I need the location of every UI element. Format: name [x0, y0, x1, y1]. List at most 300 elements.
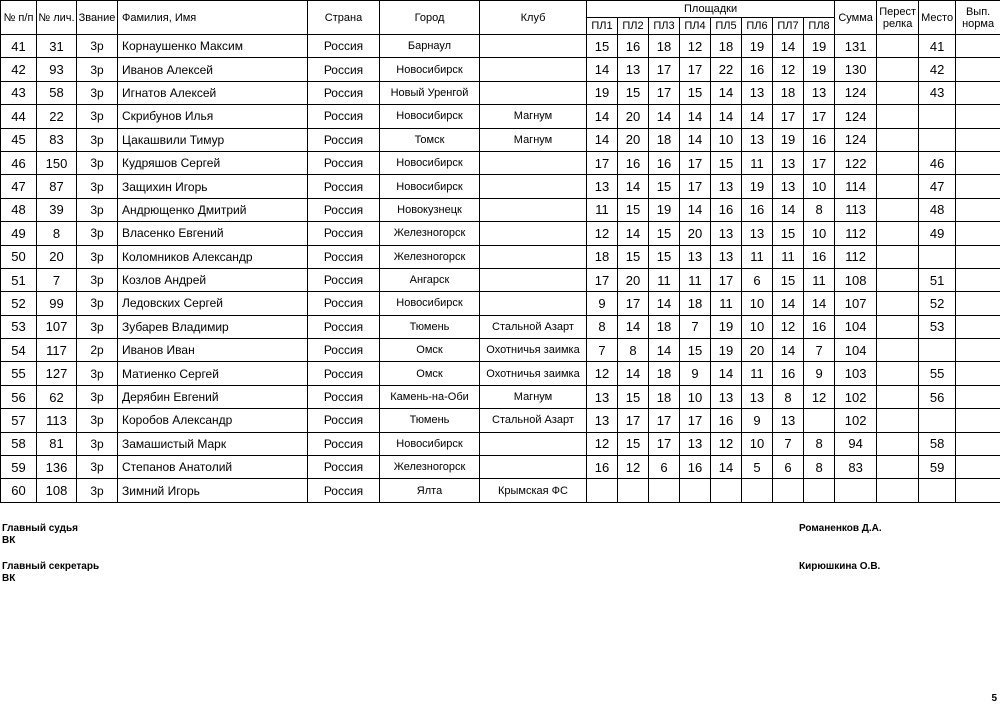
row-num: 42: [1, 58, 37, 81]
chief-secretary-name: Кирюшкина О.В.: [799, 561, 881, 572]
row-club: [480, 456, 587, 479]
row-pl4: 13: [680, 245, 711, 268]
table-row: [1, 222, 1000, 245]
chief-judge-block: [2, 523, 78, 547]
row-license: 62: [37, 385, 77, 408]
row-country: Россия: [308, 105, 380, 128]
row-pl1: 12: [587, 362, 618, 385]
row-pl1: 7: [587, 339, 618, 362]
row-name: Власенко Евгений: [118, 222, 308, 245]
header-norm: Вып. норма: [956, 1, 1000, 35]
row-num: 53: [1, 315, 37, 338]
header-city: Город: [380, 1, 480, 35]
table-row: [1, 339, 1000, 362]
header-sum: Сумма: [835, 1, 877, 35]
row-pl3: 17: [649, 432, 680, 455]
row-license: 117: [37, 339, 77, 362]
row-pl4: 11: [680, 268, 711, 291]
row-place: 55: [919, 362, 956, 385]
row-place: 47: [919, 175, 956, 198]
row-norm: [956, 268, 1000, 291]
row-pl6: 11: [742, 151, 773, 174]
row-pl7: 17: [773, 105, 804, 128]
row-pl3: [649, 479, 680, 502]
row-rank: 3р: [77, 128, 118, 151]
row-shootoff: [877, 292, 919, 315]
chief-judge-title: Главный судья: [2, 523, 78, 534]
row-pl8: 7: [804, 339, 835, 362]
row-club: [480, 268, 587, 291]
row-pl8: 9: [804, 362, 835, 385]
row-pl6: 16: [742, 58, 773, 81]
row-pl7: 13: [773, 175, 804, 198]
row-shootoff: [877, 409, 919, 432]
row-country: Россия: [308, 198, 380, 221]
row-pl4: 16: [680, 456, 711, 479]
row-num: 54: [1, 339, 37, 362]
header-pl4: ПЛ4: [680, 18, 711, 35]
row-rank: 3р: [77, 362, 118, 385]
row-city: Томск: [380, 128, 480, 151]
row-country: Россия: [308, 432, 380, 455]
row-pl5: 18: [711, 35, 742, 58]
row-place: 59: [919, 456, 956, 479]
header-pl7: ПЛ7: [773, 18, 804, 35]
row-shootoff: [877, 479, 919, 502]
header-num: № п/п: [1, 1, 37, 35]
row-pl4: 15: [680, 339, 711, 362]
row-club: Стальной Азарт: [480, 315, 587, 338]
row-pl6: 9: [742, 409, 773, 432]
row-norm: [956, 151, 1000, 174]
row-pl1: 14: [587, 128, 618, 151]
row-license: 39: [37, 198, 77, 221]
row-pl5: 16: [711, 409, 742, 432]
row-rank: 3р: [77, 222, 118, 245]
row-pl2: 20: [618, 268, 649, 291]
row-pl6: 19: [742, 175, 773, 198]
row-place: 48: [919, 198, 956, 221]
chief-secretary-block: [2, 561, 99, 585]
row-pl1: 13: [587, 175, 618, 198]
header-pl6: ПЛ6: [742, 18, 773, 35]
row-club: Охотничья заимка: [480, 339, 587, 362]
row-sum: 124: [835, 81, 877, 104]
row-pl5: 11: [711, 292, 742, 315]
row-name: Ледовских Сергей: [118, 292, 308, 315]
row-pl3: 11: [649, 268, 680, 291]
row-place: 58: [919, 432, 956, 455]
row-pl5: 14: [711, 105, 742, 128]
row-pl7: [773, 479, 804, 502]
row-pl3: 18: [649, 315, 680, 338]
row-pl7: 8: [773, 385, 804, 408]
row-pl7: 13: [773, 151, 804, 174]
row-pl4: 14: [680, 128, 711, 151]
row-license: 87: [37, 175, 77, 198]
row-club: [480, 222, 587, 245]
row-city: Ангарск: [380, 268, 480, 291]
row-rank: 3р: [77, 35, 118, 58]
row-license: 107: [37, 315, 77, 338]
row-pl6: 16: [742, 198, 773, 221]
table-row: [1, 81, 1000, 104]
row-pl6: 13: [742, 81, 773, 104]
row-city: Ялта: [380, 479, 480, 502]
row-pl4: 7: [680, 315, 711, 338]
row-norm: [956, 315, 1000, 338]
row-city: Новосибирск: [380, 432, 480, 455]
row-name: Зубарев Владимир: [118, 315, 308, 338]
row-pl4: 12: [680, 35, 711, 58]
row-pl2: 8: [618, 339, 649, 362]
row-shootoff: [877, 385, 919, 408]
row-name: Замашистый Марк: [118, 432, 308, 455]
row-pl7: 16: [773, 362, 804, 385]
row-sum: 108: [835, 268, 877, 291]
row-shootoff: [877, 58, 919, 81]
row-name: Матиенко Сергей: [118, 362, 308, 385]
row-norm: [956, 245, 1000, 268]
row-pl1: 17: [587, 151, 618, 174]
row-pl4: 18: [680, 292, 711, 315]
table-row: [1, 432, 1000, 455]
row-num: 59: [1, 456, 37, 479]
row-pl7: 13: [773, 409, 804, 432]
header-shootoff: Перестрелка: [877, 1, 919, 35]
row-shootoff: [877, 362, 919, 385]
row-pl4: 14: [680, 105, 711, 128]
row-num: 44: [1, 105, 37, 128]
table-row: [1, 456, 1000, 479]
row-pl8: 17: [804, 105, 835, 128]
row-num: 41: [1, 35, 37, 58]
row-rank: 3р: [77, 151, 118, 174]
row-city: Омск: [380, 362, 480, 385]
row-country: Россия: [308, 385, 380, 408]
row-shootoff: [877, 339, 919, 362]
row-sum: 113: [835, 198, 877, 221]
row-place: [919, 339, 956, 362]
header-place: Место: [919, 1, 956, 35]
row-pl8: 8: [804, 456, 835, 479]
row-license: 108: [37, 479, 77, 502]
row-license: 31: [37, 35, 77, 58]
row-country: Россия: [308, 151, 380, 174]
row-num: 45: [1, 128, 37, 151]
table-row: [1, 128, 1000, 151]
chief-judge-category: ВК: [2, 535, 16, 546]
row-pl2: 14: [618, 175, 649, 198]
row-sum: 112: [835, 222, 877, 245]
row-rank: 3р: [77, 175, 118, 198]
row-pl2: 15: [618, 81, 649, 104]
row-place: 41: [919, 35, 956, 58]
row-rank: 3р: [77, 385, 118, 408]
row-num: 55: [1, 362, 37, 385]
row-license: 20: [37, 245, 77, 268]
row-sum: 104: [835, 315, 877, 338]
row-pl5: 12: [711, 432, 742, 455]
row-rank: 3р: [77, 105, 118, 128]
row-name: Дерябин Евгений: [118, 385, 308, 408]
row-club: [480, 175, 587, 198]
row-num: 56: [1, 385, 37, 408]
row-pl2: 17: [618, 292, 649, 315]
table-row: [1, 362, 1000, 385]
row-name: Степанов Анатолий: [118, 456, 308, 479]
row-place: 49: [919, 222, 956, 245]
chief-judge-name: Романенков Д.А.: [799, 523, 882, 534]
row-pl7: 12: [773, 58, 804, 81]
row-pl5: 14: [711, 456, 742, 479]
row-shootoff: [877, 81, 919, 104]
row-place: [919, 128, 956, 151]
row-pl1: 15: [587, 35, 618, 58]
row-pl6: 10: [742, 292, 773, 315]
row-rank: 3р: [77, 198, 118, 221]
row-pl4: 14: [680, 198, 711, 221]
row-license: 127: [37, 362, 77, 385]
table-row: [1, 292, 1000, 315]
results-body: [1, 35, 1000, 503]
row-name: Корнаушенко Максим: [118, 35, 308, 58]
row-place: 56: [919, 385, 956, 408]
row-pl7: 12: [773, 315, 804, 338]
row-pl1: 9: [587, 292, 618, 315]
row-num: 49: [1, 222, 37, 245]
row-pl1: 13: [587, 385, 618, 408]
row-sum: [835, 479, 877, 502]
row-name: Кудряшов Сергей: [118, 151, 308, 174]
row-pl6: 13: [742, 385, 773, 408]
table-row: [1, 245, 1000, 268]
row-rank: 3р: [77, 315, 118, 338]
row-shootoff: [877, 245, 919, 268]
row-pl5: 14: [711, 81, 742, 104]
row-license: 99: [37, 292, 77, 315]
row-pl3: 15: [649, 175, 680, 198]
row-num: 47: [1, 175, 37, 198]
row-pl5: 16: [711, 198, 742, 221]
row-num: 48: [1, 198, 37, 221]
row-place: 46: [919, 151, 956, 174]
row-sum: 122: [835, 151, 877, 174]
row-club: Крымская ФС: [480, 479, 587, 502]
row-pl1: 8: [587, 315, 618, 338]
row-norm: [956, 409, 1000, 432]
row-name: Зимний Игорь: [118, 479, 308, 502]
row-club: Стальной Азарт: [480, 409, 587, 432]
row-pl3: 18: [649, 362, 680, 385]
row-pl3: 6: [649, 456, 680, 479]
row-norm: [956, 479, 1000, 502]
row-license: 93: [37, 58, 77, 81]
row-city: Тюмень: [380, 315, 480, 338]
row-license: 8: [37, 222, 77, 245]
row-country: Россия: [308, 479, 380, 502]
row-city: Новосибирск: [380, 58, 480, 81]
row-pl5: 13: [711, 222, 742, 245]
row-city: Новосибирск: [380, 105, 480, 128]
row-pl2: 15: [618, 385, 649, 408]
row-city: Барнаул: [380, 35, 480, 58]
row-rank: 3р: [77, 432, 118, 455]
row-num: 50: [1, 245, 37, 268]
row-norm: [956, 385, 1000, 408]
row-pl6: 13: [742, 222, 773, 245]
row-sum: 107: [835, 292, 877, 315]
header-pl8: ПЛ8: [804, 18, 835, 35]
row-norm: [956, 105, 1000, 128]
header-areas: Площадки: [587, 1, 835, 18]
table-row: [1, 315, 1000, 338]
row-license: 22: [37, 105, 77, 128]
row-norm: [956, 175, 1000, 198]
row-rank: 3р: [77, 58, 118, 81]
row-sum: 131: [835, 35, 877, 58]
row-name: Коломников Александр: [118, 245, 308, 268]
row-pl3: 18: [649, 128, 680, 151]
header-club: Клуб: [480, 1, 587, 35]
row-pl3: 14: [649, 292, 680, 315]
row-pl3: 17: [649, 81, 680, 104]
row-pl1: [587, 479, 618, 502]
row-pl3: 18: [649, 385, 680, 408]
row-license: 7: [37, 268, 77, 291]
row-country: Россия: [308, 58, 380, 81]
row-name: Игнатов Алексей: [118, 81, 308, 104]
row-city: Железногорск: [380, 456, 480, 479]
row-city: Тюмень: [380, 409, 480, 432]
row-name: Скрибунов Илья: [118, 105, 308, 128]
row-license: 58: [37, 81, 77, 104]
row-sum: 130: [835, 58, 877, 81]
row-num: 57: [1, 409, 37, 432]
row-club: Магнум: [480, 385, 587, 408]
row-pl8: 16: [804, 128, 835, 151]
row-city: Железногорск: [380, 245, 480, 268]
header-pl5: ПЛ5: [711, 18, 742, 35]
row-pl6: 10: [742, 432, 773, 455]
row-pl6: 5: [742, 456, 773, 479]
row-sum: 104: [835, 339, 877, 362]
row-place: [919, 245, 956, 268]
chief-secretary-category: ВК: [2, 573, 16, 584]
row-pl5: 10: [711, 128, 742, 151]
header-country: Страна: [308, 1, 380, 35]
row-pl2: 16: [618, 35, 649, 58]
row-country: Россия: [308, 409, 380, 432]
row-city: Новосибирск: [380, 151, 480, 174]
row-pl4: 9: [680, 362, 711, 385]
row-pl5: 22: [711, 58, 742, 81]
row-pl2: [618, 479, 649, 502]
table-row: [1, 105, 1000, 128]
header-pl1: ПЛ1: [587, 18, 618, 35]
row-pl1: 17: [587, 268, 618, 291]
row-shootoff: [877, 222, 919, 245]
row-shootoff: [877, 198, 919, 221]
table-row: [1, 198, 1000, 221]
table-row: [1, 479, 1000, 502]
row-pl1: 12: [587, 222, 618, 245]
row-shootoff: [877, 175, 919, 198]
row-pl1: 13: [587, 409, 618, 432]
row-license: 150: [37, 151, 77, 174]
row-country: Россия: [308, 222, 380, 245]
row-rank: 3р: [77, 479, 118, 502]
table-row: [1, 58, 1000, 81]
row-rank: 3р: [77, 81, 118, 104]
row-pl2: 14: [618, 315, 649, 338]
row-rank: 3р: [77, 456, 118, 479]
row-num: 51: [1, 268, 37, 291]
header-rank: Звание: [77, 1, 118, 35]
row-country: Россия: [308, 315, 380, 338]
row-pl6: 14: [742, 105, 773, 128]
row-num: 52: [1, 292, 37, 315]
row-pl6: 10: [742, 315, 773, 338]
row-place: 53: [919, 315, 956, 338]
header-pl2: ПЛ2: [618, 18, 649, 35]
row-pl3: 15: [649, 245, 680, 268]
row-pl8: 14: [804, 292, 835, 315]
row-shootoff: [877, 35, 919, 58]
row-place: 43: [919, 81, 956, 104]
row-pl1: 16: [587, 456, 618, 479]
row-sum: 83: [835, 456, 877, 479]
row-pl7: 6: [773, 456, 804, 479]
row-pl8: 12: [804, 385, 835, 408]
row-pl8: 19: [804, 58, 835, 81]
row-country: Россия: [308, 292, 380, 315]
row-pl2: 17: [618, 409, 649, 432]
row-country: Россия: [308, 128, 380, 151]
row-sum: 102: [835, 385, 877, 408]
row-shootoff: [877, 315, 919, 338]
table-row: [1, 35, 1000, 58]
row-name: Защихин Игорь: [118, 175, 308, 198]
row-pl2: 13: [618, 58, 649, 81]
row-pl4: [680, 479, 711, 502]
row-country: Россия: [308, 456, 380, 479]
row-sum: 102: [835, 409, 877, 432]
row-pl3: 17: [649, 409, 680, 432]
row-rank: 3р: [77, 409, 118, 432]
row-pl1: 14: [587, 105, 618, 128]
row-city: Новосибирск: [380, 175, 480, 198]
row-pl8: 8: [804, 198, 835, 221]
row-city: Новый Уренгой: [380, 81, 480, 104]
row-rank: 2р: [77, 339, 118, 362]
row-norm: [956, 58, 1000, 81]
row-name: Андрющенко Дмитрий: [118, 198, 308, 221]
row-pl2: 15: [618, 245, 649, 268]
row-pl1: 14: [587, 58, 618, 81]
row-country: Россия: [308, 81, 380, 104]
header-license: № лич.: [37, 1, 77, 35]
row-pl8: 16: [804, 315, 835, 338]
row-pl2: 20: [618, 128, 649, 151]
row-pl1: 12: [587, 432, 618, 455]
row-country: Россия: [308, 175, 380, 198]
row-country: Россия: [308, 35, 380, 58]
row-norm: [956, 198, 1000, 221]
row-pl5: [711, 479, 742, 502]
row-pl6: 13: [742, 128, 773, 151]
row-club: Магнум: [480, 128, 587, 151]
